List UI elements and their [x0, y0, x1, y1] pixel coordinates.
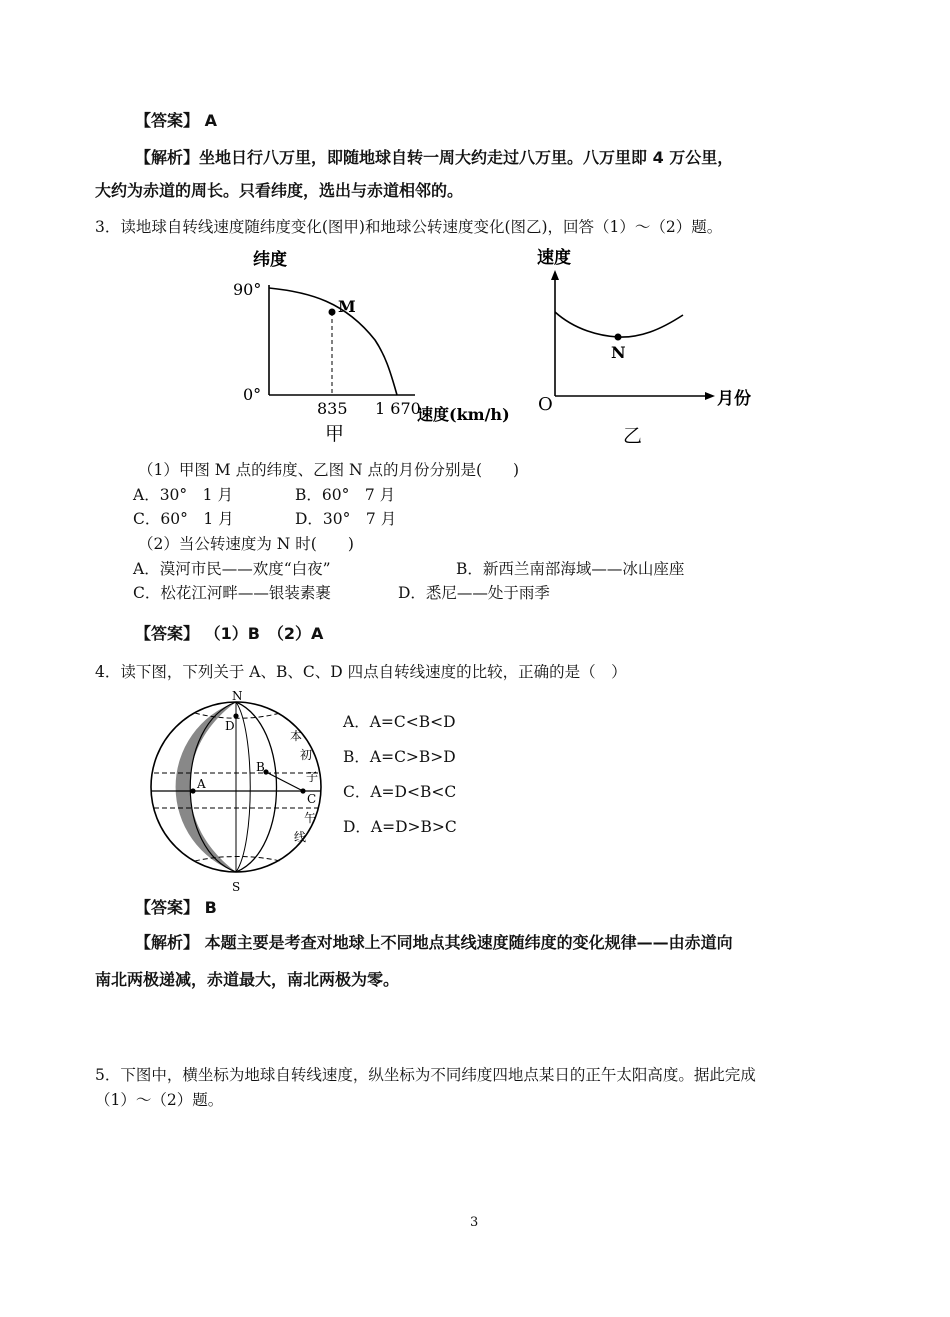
q3-sub1-option-d: D．30° 7 月 [295, 510, 397, 528]
jia-ylabel: 纬度 [253, 250, 287, 270]
figure-yi-orbit-speed [525, 240, 765, 450]
q3-sub2-option-c: C．松花江河畔——银装素裹 [133, 584, 331, 602]
meridian-char-4: 午 [304, 811, 317, 825]
jia-x-mid: 835 [317, 399, 348, 418]
q3-sub2-option-b: B．新西兰南部海域——冰山座座 [456, 560, 685, 578]
jia-point-m: M [338, 297, 356, 316]
globe-label-b: B [256, 760, 265, 774]
jia-y-top: 90° [233, 280, 262, 299]
globe-label-d: D [225, 719, 235, 733]
q4-answer: 【答案】 B [135, 898, 217, 917]
q3-sub2-stem: （2）当公转速度为 N 时( ) [138, 535, 354, 553]
q2-analysis-line1: 【解析】坐地日行八万里，即随地球自转一周大约走过八万里。八万里即 4 万公里， [135, 148, 734, 167]
yi-caption: 乙 [623, 425, 643, 447]
q4-option-a: A．A=C<B<D [343, 713, 456, 731]
q3-sub2-option-d: D．悉尼——处于雨季 [398, 584, 550, 602]
globe-s: S [232, 880, 241, 894]
jia-x-end: 1 670 [375, 399, 421, 418]
yi-point-n: N [611, 343, 626, 362]
q5-stem-line2: （1）～（2）题。 [95, 1091, 224, 1109]
globe-label-c: C [307, 792, 317, 806]
q5-stem-line1: 5．下图中，横坐标为地球自转线速度，纵坐标为不同纬度四地点某日的正午太阳高度。据此完成 [95, 1066, 756, 1084]
q4-stem: 4．读下图，下列关于 A、B、C、D 四点自转线速度的比较，正确的是（ ） [95, 663, 627, 681]
figure-jia-latitude-speed [225, 240, 525, 450]
q3-sub1-option-c: C．60° 1 月 [133, 510, 234, 528]
figure-globe [140, 685, 340, 895]
q4-option-d: D．A=D>B>C [343, 818, 457, 836]
q3-answer: 【答案】 （1）B （2）A [135, 624, 324, 643]
q3-stem: 3．读地球自转线速度随纬度变化(图甲)和地球公转速度变化(图乙)，回答（1）～（2）题。 [95, 218, 723, 236]
q4-option-b: B．A=C>B>D [343, 748, 456, 766]
globe-label-a: A [197, 777, 206, 791]
jia-xlabel: 速度(km/h) [417, 405, 510, 424]
yi-ylabel: 速度 [537, 248, 571, 268]
q3-sub1-option-b: B．60° 7 月 [295, 486, 396, 504]
q4-analysis-line2: 南北两极递减，赤道最大，南北两极为零。 [95, 970, 400, 989]
yi-xlabel: 月份 [717, 389, 751, 409]
meridian-char-2: 初 [300, 748, 313, 762]
q3-sub1-stem: （1）甲图 M 点的纬度、乙图 N 点的月份分别是( ) [138, 461, 520, 479]
jia-y-zero: 0° [243, 385, 262, 404]
meridian-char-3: 子 [306, 770, 319, 784]
meridian-char-1: 本 [290, 729, 303, 743]
q3-sub1-option-a: A．30° 1 月 [133, 486, 233, 504]
meridian-char-5: 线 [294, 830, 307, 844]
q2-analysis-line2: 大约为赤道的周长。只看纬度，选出与赤道相邻的。 [95, 181, 464, 200]
globe-n: N [232, 689, 243, 703]
q2-answer: 【答案】 A [135, 111, 217, 130]
page-number: 3 [470, 1215, 479, 1230]
q4-analysis-line1: 【解析】 本题主要是考查对地球上不同地点其线速度随纬度的变化规律——由赤道向 [135, 933, 733, 952]
q3-sub2-option-a: A．漠河市民——欢度“白夜” [133, 560, 331, 578]
yi-origin: O [538, 394, 553, 415]
jia-caption: 甲 [325, 423, 345, 445]
q4-option-c: C．A=D<B<C [343, 783, 457, 801]
